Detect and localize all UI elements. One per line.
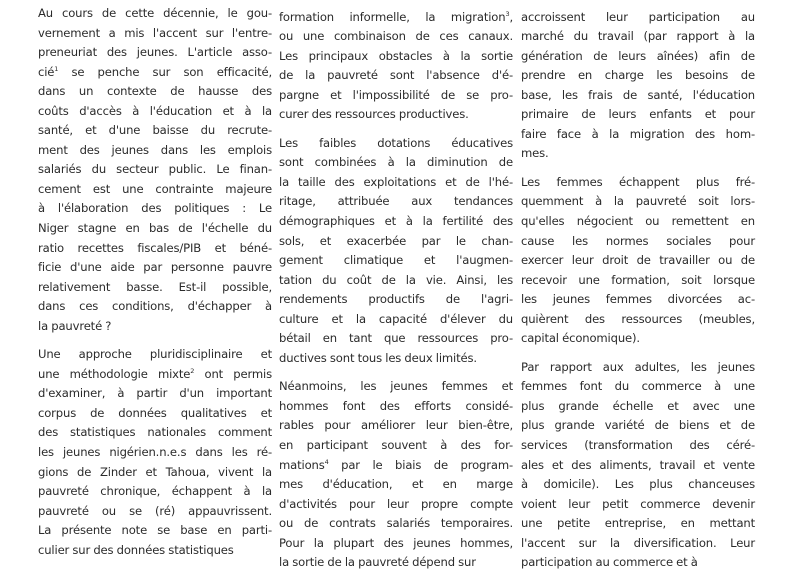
text-line: ritage, attribuée aux tendances <box>279 194 513 209</box>
text-line: accroissent leur participation au <box>521 9 755 24</box>
text-line: formation informelle, la migration$^3$, <box>279 9 513 24</box>
text-line: participation au commerce et à <box>521 555 698 570</box>
text-line: relativement basse. Est-il possible, <box>38 279 272 294</box>
text-line: La présente note se base en parti- <box>38 523 272 538</box>
text-line: ment des jeunes dans les emplois <box>38 142 272 157</box>
text-line: les jeunes femmes divorcées ac- <box>521 292 755 307</box>
text-line: génération de leurs aînées) afin de <box>521 48 755 63</box>
paragraph <box>38 345 272 560</box>
paragraph <box>521 0 755 164</box>
text-line: pargne et l'impossibilité de se pro- <box>279 87 513 102</box>
text-line: démographiques et à la fertilité des <box>279 214 513 229</box>
text-line: base, les frais de santé, l'éducation <box>521 87 755 102</box>
text-line: exercer leur droit de travailler ou de <box>521 253 755 268</box>
text-line: Au cours de cette décennie, le gou- <box>38 6 272 20</box>
text-line: en participant souvent à des for- <box>279 438 513 453</box>
text-line: ficie d'une aide par personne pauvre <box>38 260 272 275</box>
text-line: preneuriat des jeunes. L'article asso- <box>38 45 272 60</box>
text-line: ou de contrats salariés temporaires. <box>279 516 513 531</box>
text-line: culture et la capacité d'élever du <box>279 311 513 326</box>
text-line: dans ces conditions, d'échapper à <box>38 299 272 314</box>
text-line: une petite entreprise, en mettant <box>521 516 755 531</box>
text-line: quemment à la pauvreté soit lors- <box>521 194 755 209</box>
text-line: Les femmes échappent plus fré- <box>521 174 755 189</box>
text-line <box>521 0 755 8</box>
paragraph <box>521 358 755 573</box>
paragraph <box>279 0 513 125</box>
text-line: des statistiques nationales comment <box>38 425 272 440</box>
text-line: prendre en charge les besoins de <box>521 68 755 83</box>
text-line: à l'élaboration des politiques : Le <box>38 201 272 216</box>
text-line: cement est une contrainte majeure <box>38 181 272 196</box>
text-line: sont combinées à la diminution de <box>279 155 513 170</box>
text-column-2 <box>279 0 513 582</box>
text-line: Néanmoins, les jeunes femmes et <box>279 379 513 394</box>
text-line: l'accent sur la diversification. Leur <box>521 535 755 550</box>
text-line: sols, et exacerbée par le chan- <box>279 233 513 248</box>
text-line: dans un contexte de hausse des <box>38 84 272 99</box>
text-line: ductives sont tous les deux limités. <box>279 350 477 365</box>
text-line: faire face à la migration des hom- <box>521 126 755 141</box>
text-line: rendements productifs de l'agri- <box>279 292 513 307</box>
text-line: les jeunes nigérien.n.e.s dans les ré- <box>38 445 272 460</box>
text-line: Les principaux obstacles à la sortie <box>279 48 513 63</box>
text-line: vernement a mis l'accent sur l'entre- <box>38 25 272 40</box>
text-line: pauvreté ou se (ré) appauvrissent. <box>38 503 272 518</box>
text-line: salariés du secteur public. Le finan- <box>38 162 272 177</box>
paragraph <box>279 377 513 572</box>
text-line <box>279 0 513 8</box>
text-line: Par rapport aux adultes, les jeunes <box>521 359 755 374</box>
text-line: la taille des exploitations et de l'hé- <box>279 174 513 189</box>
text-line: d'examiner, à partir d'un important <box>38 386 272 401</box>
text-line: primaire de leurs enfants et pour <box>521 107 755 122</box>
text-line: tation du coût de la vie. Ainsi, les <box>279 272 513 287</box>
footnote-marker: 4 <box>324 457 329 466</box>
text-line: Niger stagne en bas de l'échelle du <box>38 221 272 236</box>
text-line: pauvreté chronique, échappent à la <box>38 484 272 499</box>
text-line: cause les normes sociales pour <box>521 233 755 248</box>
text-line: Pour la plupart des jeunes hommes, <box>279 535 513 550</box>
paragraph <box>38 4 272 336</box>
footnote-marker: 3 <box>505 9 510 18</box>
text-line: gions de Zinder et Tahoua, vivent la <box>38 464 272 479</box>
text-line: quièrent des ressources (meubles, <box>521 311 755 326</box>
text-line: ales et des aliments, travail et vente <box>521 457 755 472</box>
text-line: à domicile). Les plus chanceuses <box>521 477 755 492</box>
text-line: une méthodologie mixte$^2$ ont permis <box>38 366 272 381</box>
text-line: la pauvreté ? <box>38 318 112 333</box>
text-line: mes d'éducation, et en marge <box>279 477 513 492</box>
text-line: services (transformation des céré- <box>521 438 755 453</box>
text-line: Une approche pluridisciplinaire et <box>38 347 272 362</box>
text-line: femmes font du commerce à une <box>521 379 755 394</box>
text-line: corpus de données qualitatives et <box>38 405 272 420</box>
text-line: coûts d'accès à l'éducation et à la <box>38 103 272 118</box>
text-line: plus grande variété de biens et de <box>521 418 755 433</box>
text-column-3 <box>521 0 755 582</box>
text-line: hommes font des efforts considé- <box>279 398 513 413</box>
text-line: bétail en tant que ressources pro- <box>279 331 513 346</box>
text-column-1 <box>38 4 272 569</box>
text-line: curer des ressources productives. <box>279 107 469 122</box>
text-line: rables pour améliorer leur bien-être, <box>279 418 513 433</box>
text-line: plus grande échelle et avec une <box>521 398 755 413</box>
text-line: gement climatique et l'augmen- <box>279 253 513 268</box>
paragraph <box>521 173 755 349</box>
text-line: de la pauvreté sont l'absence d'é- <box>279 68 513 83</box>
footnote-marker: 1 <box>54 64 59 73</box>
text-line: culier sur des données statistiques <box>38 542 234 557</box>
text-line: mes. <box>521 146 549 161</box>
footnote-marker: 2 <box>190 366 195 375</box>
text-line: recevoir une formation, soit lorsque <box>521 272 755 287</box>
text-line: voient leur petit commerce devenir <box>521 496 755 511</box>
text-line: d'activités pour leur propre compte <box>279 496 513 511</box>
text-line: qu'elles négocient ou remettent en <box>521 214 755 229</box>
text-line: Les faibles dotations éducatives <box>279 135 513 150</box>
text-line: capital économique). <box>521 331 640 346</box>
text-line: la sortie de la pauvreté dépend sur <box>279 555 476 570</box>
text-line: ou une combinaison de ces canaux. <box>279 29 513 44</box>
text-line: mations$^4$ par le biais de program- <box>279 457 513 472</box>
text-line: ratio recettes fiscales/PIB et béné- <box>38 240 272 255</box>
text-line: santé, et d'une baisse du recrute- <box>38 123 272 138</box>
text-line: cié$^1$ se penche sur son efficacité, <box>38 64 272 79</box>
paragraph <box>279 134 513 369</box>
text-line: marché du travail (par rapport à la <box>521 29 755 44</box>
